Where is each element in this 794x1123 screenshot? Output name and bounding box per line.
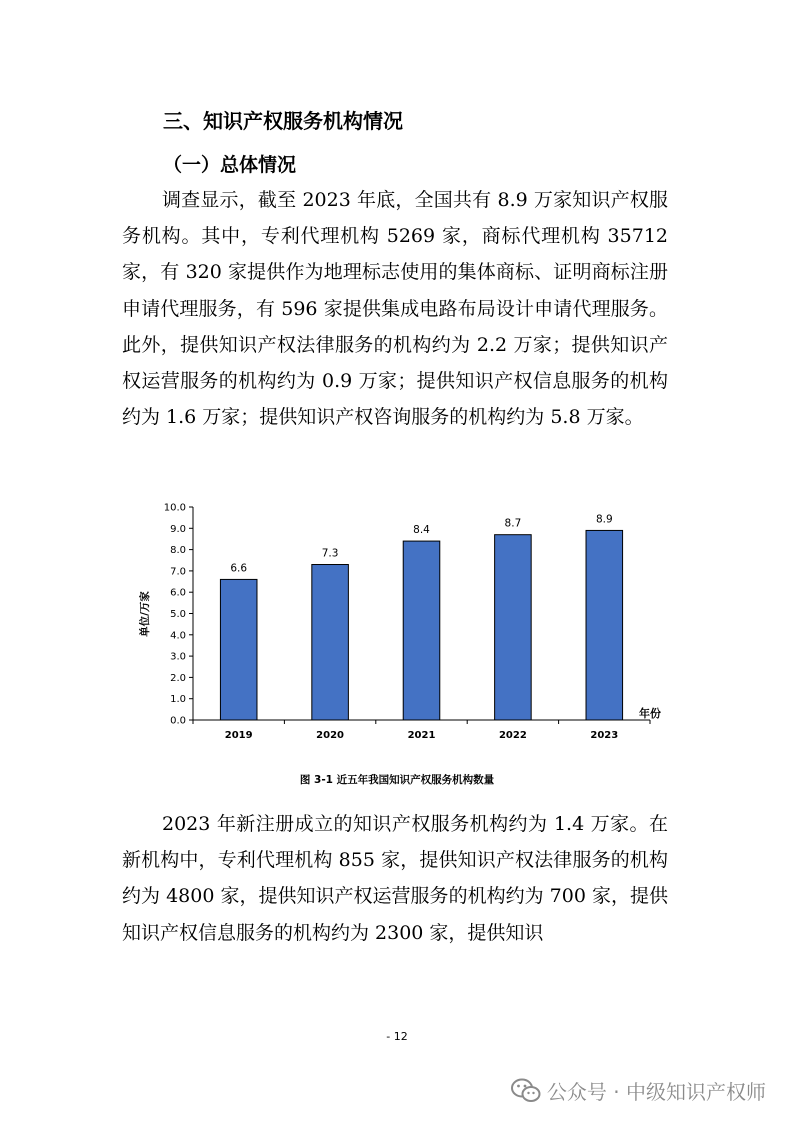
x-tick-label-2019: 2019 xyxy=(224,730,253,741)
y-tick-label: 8.0 xyxy=(170,545,186,557)
watermark-text: 公众号 · 中级知识产权师 xyxy=(546,1080,766,1104)
paragraph-2: 2023 年新注册成立的知识产权服务机构约为 1.4 万家。在新机构中，专利代理机构 855 家，提供知识产权法律服务的机构约为 4800 家，提供知识产权运营服务的机构约为 700 家，提供知识产权信息服务的机构约为 2300 家，提供知识 xyxy=(122,813,668,944)
data-label-2021: 8.4 xyxy=(413,524,430,537)
y-tick-label: 2.0 xyxy=(170,672,186,684)
subsection-heading: （一）总体情况 xyxy=(163,154,297,176)
data-label-2020: 7.3 xyxy=(321,547,339,560)
bar-2019 xyxy=(220,579,257,720)
y-tick-label: 0.0 xyxy=(170,715,186,727)
y-tick-label: 3.0 xyxy=(170,651,186,663)
paragraph-1: 调查显示，截至 2023 年底，全国共有 8.9 万家知识产权服务机构。其中，专利代理机构 5269 家，商标代理机构 35712 家，有 320 家提供作为地理标志使用的集体商标、证明商标注册申请代理服务，有 596 家提供集成电路布局设计申请代理服务。此外，提供知识产权法律服务的机构约为 2.2 万家；提供知识产权运营服务的机构约为 0.9 万家；提供知识产权信息服务的机构约为 1.6 万家；提供知识产权咨询服务的机构约为 5.8 万家。 xyxy=(122,189,668,429)
data-label-2023: 8.9 xyxy=(595,513,613,526)
x-axis-label: 年份 xyxy=(639,707,661,720)
figure-caption: 图 3-1 近五年我国知识产权服务机构数量 xyxy=(299,774,495,786)
watermark xyxy=(511,1076,766,1105)
y-tick-label: 7.0 xyxy=(170,566,186,578)
page-number: - 12 xyxy=(386,1030,408,1043)
bar-2020 xyxy=(312,565,349,720)
y-tick-label: 1.0 xyxy=(170,694,186,706)
y-tick-label: 9.0 xyxy=(170,523,186,535)
x-tick-label-2022: 2022 xyxy=(498,730,527,741)
y-tick-label: 6.0 xyxy=(170,587,186,599)
section-heading: 三、知识产权服务机构情况 xyxy=(163,109,403,133)
data-label-2019: 6.6 xyxy=(230,562,248,575)
x-tick-label-2020: 2020 xyxy=(316,730,345,741)
y-tick-label: 5.0 xyxy=(170,609,186,620)
bar-2022 xyxy=(495,535,532,720)
y-axis-label: 单位/万家 xyxy=(139,591,151,637)
wechat-icon xyxy=(511,1078,541,1104)
y-tick-label: 10.0 xyxy=(163,502,186,514)
x-tick-label-2023: 2023 xyxy=(590,730,619,741)
x-tick-label-2021: 2021 xyxy=(407,730,436,741)
data-label-2022: 8.7 xyxy=(504,517,522,530)
y-tick-label: 4.0 xyxy=(170,630,186,642)
bar-2021 xyxy=(403,541,440,720)
bar-2023 xyxy=(586,530,623,720)
